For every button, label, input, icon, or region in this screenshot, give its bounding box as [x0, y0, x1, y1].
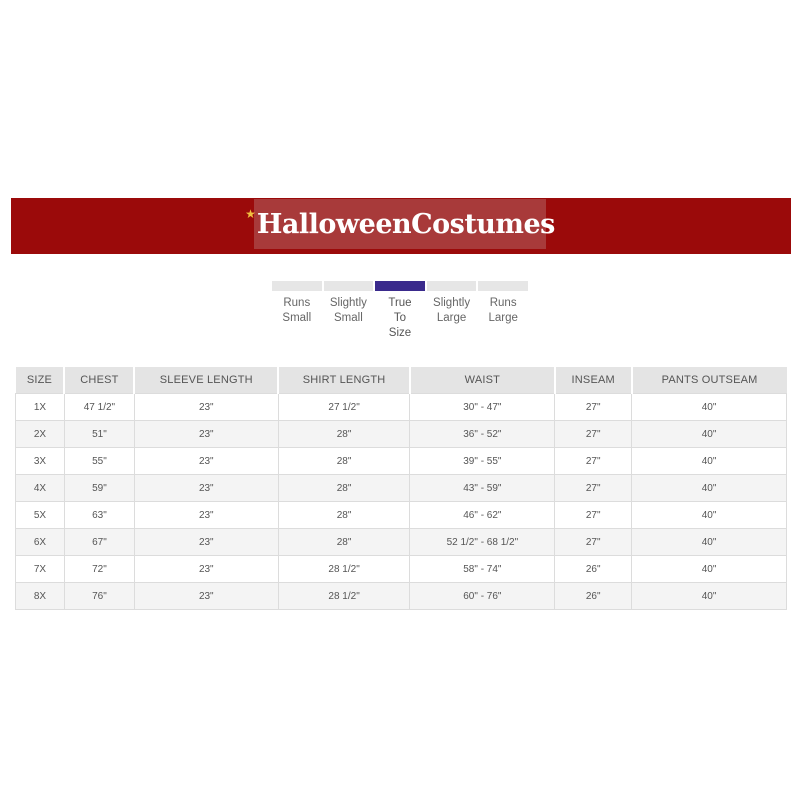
table-row: [16, 583, 787, 610]
table-cell: 63": [64, 502, 134, 529]
table-cell: 40": [632, 583, 787, 610]
logo[interactable]: [245, 199, 555, 249]
table-cell: 23": [134, 502, 278, 529]
fit-label-line: To: [393, 312, 407, 324]
fit-indicator: [324, 281, 374, 291]
fit-label-line: Large: [488, 312, 518, 324]
table-row: [16, 556, 787, 583]
table-cell: 28": [278, 529, 410, 556]
table-row: [16, 502, 787, 529]
table-cell: 27": [555, 502, 632, 529]
table-body: [16, 394, 787, 610]
fit-indicator-selected: [375, 281, 425, 291]
fit-indicator: [272, 281, 322, 291]
fit-label-line: Slightly: [433, 297, 471, 309]
table-cell: 23": [134, 556, 278, 583]
table-cell: 28 1/2": [278, 583, 410, 610]
table-cell: 40": [632, 421, 787, 448]
table-cell: 26": [555, 556, 632, 583]
table-cell: 23": [134, 583, 278, 610]
table-row: [16, 475, 787, 502]
table-cell: 28 1/2": [278, 556, 410, 583]
table-cell: 5X: [16, 502, 65, 529]
table-cell: 27": [555, 421, 632, 448]
table-cell: 59": [64, 475, 134, 502]
column-header: INSEAM: [555, 367, 632, 394]
table-cell: 28": [278, 421, 410, 448]
column-header: CHEST: [64, 367, 134, 394]
table-cell: 6X: [16, 529, 65, 556]
table-cell: 46" - 62": [410, 502, 555, 529]
table-row: [16, 394, 787, 421]
fit-option-label: [272, 296, 322, 326]
table-cell: 72": [64, 556, 134, 583]
fit-label-line: Runs: [489, 297, 517, 309]
table-cell: 28": [278, 475, 410, 502]
table-cell: 4X: [16, 475, 65, 502]
column-header: SLEEVE LENGTH: [134, 367, 278, 394]
table-cell: 7X: [16, 556, 65, 583]
table-row: [16, 529, 787, 556]
table-cell: 40": [632, 394, 787, 421]
table-cell: 43" - 59": [410, 475, 555, 502]
table-cell: 28": [278, 448, 410, 475]
size-chart-table: [15, 367, 787, 610]
table-cell: 23": [134, 394, 278, 421]
table-cell: 40": [632, 475, 787, 502]
column-header: WAIST: [410, 367, 555, 394]
fit-label-line: Slightly: [329, 297, 367, 309]
table-cell: 27": [555, 475, 632, 502]
fit-scale: [272, 281, 528, 341]
table-cell: 27": [555, 394, 632, 421]
column-header: PANTS OUTSEAM: [632, 367, 787, 394]
table-cell: 40": [632, 502, 787, 529]
table-row: [16, 448, 787, 475]
fit-option-label: [375, 296, 425, 341]
table-cell: 36" - 52": [410, 421, 555, 448]
table-cell: 60" - 76": [410, 583, 555, 610]
table-cell: 55": [64, 448, 134, 475]
table-row: [16, 421, 787, 448]
table-cell: 30" - 47": [410, 394, 555, 421]
fit-option-label: [478, 296, 528, 326]
fit-option: [324, 281, 374, 341]
table-cell: 8X: [16, 583, 65, 610]
table-cell: 2X: [16, 421, 65, 448]
column-header: SHIRT LENGTH: [278, 367, 410, 394]
table-cell: 40": [632, 556, 787, 583]
table-cell: 27 1/2": [278, 394, 410, 421]
fit-label-line: Large: [436, 312, 467, 324]
table-cell: 47 1/2": [64, 394, 134, 421]
brand-banner: [11, 198, 791, 254]
table-header-row: [16, 367, 787, 394]
star-icon: ★: [245, 207, 256, 221]
table-cell: 1X: [16, 394, 65, 421]
fit-option: [478, 281, 528, 341]
fit-option: [427, 281, 477, 341]
table-cell: 76": [64, 583, 134, 610]
table-cell: 52 1/2" - 68 1/2": [410, 529, 555, 556]
table-cell: 67": [64, 529, 134, 556]
fit-option-label: [427, 296, 477, 326]
table-cell: 3X: [16, 448, 65, 475]
logo-text: HalloweenCostumes: [256, 208, 555, 240]
table-cell: 26": [555, 583, 632, 610]
fit-label-line: Small: [334, 312, 363, 324]
table-cell: 40": [632, 529, 787, 556]
fit-label-line: Small: [282, 312, 312, 324]
fit-option-label: [324, 296, 374, 326]
table-cell: 23": [134, 475, 278, 502]
fit-label-line: True: [388, 297, 412, 309]
table-cell: 39" - 55": [410, 448, 555, 475]
table-cell: 28": [278, 502, 410, 529]
table-cell: 58" - 74": [410, 556, 555, 583]
table-cell: 23": [134, 421, 278, 448]
table-cell: 51": [64, 421, 134, 448]
table-cell: 27": [555, 448, 632, 475]
column-header: SIZE: [16, 367, 65, 394]
table-cell: 23": [134, 529, 278, 556]
table-cell: 40": [632, 448, 787, 475]
fit-option: [375, 281, 425, 341]
fit-label-line: Size: [388, 327, 412, 339]
fit-indicator: [427, 281, 477, 291]
table-cell: 23": [134, 448, 278, 475]
fit-option: [272, 281, 322, 341]
table-cell: 27": [555, 529, 632, 556]
fit-indicator: [478, 281, 528, 291]
fit-label-line: Runs: [283, 297, 311, 309]
